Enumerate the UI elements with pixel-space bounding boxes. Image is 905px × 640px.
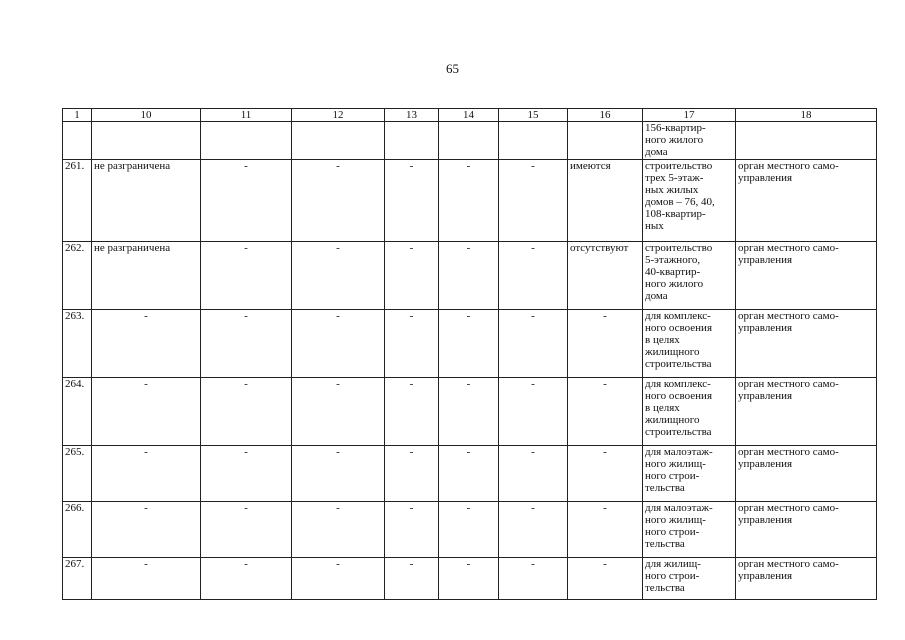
row-number: 261.	[63, 160, 92, 242]
cell-col-18	[736, 242, 877, 310]
cell-col-11: -	[201, 242, 292, 310]
column-header: 17	[643, 109, 736, 122]
cell-col-13: -	[385, 160, 439, 242]
cell-col-16	[568, 122, 643, 160]
cell-col-10: -	[92, 310, 201, 378]
cell-col-11: -	[201, 378, 292, 446]
cell-col-18	[736, 160, 877, 242]
cell-col-15: -	[499, 502, 568, 558]
table-row	[63, 242, 877, 310]
cell-col-15: -	[499, 446, 568, 502]
cell-col-10: -	[92, 446, 201, 502]
cell-col-17	[643, 378, 736, 446]
cell-col-16: -	[568, 558, 643, 600]
table-row	[63, 122, 877, 160]
cell-col-13: -	[385, 378, 439, 446]
cell-col-15: -	[499, 160, 568, 242]
cell-col-17-text: для малоэтаж- ного жилищ- ного строи- тельства	[645, 446, 713, 494]
page-number: 65	[446, 61, 459, 76]
cell-col-15: -	[499, 310, 568, 378]
cell-col-10	[92, 122, 201, 160]
header-row	[63, 109, 877, 122]
cell-col-17-text: для малоэтаж- ного жилищ- ного строи- тельства	[645, 502, 713, 550]
cell-col-13: -	[385, 310, 439, 378]
cell-col-11: -	[201, 558, 292, 600]
column-header: 15	[499, 109, 568, 122]
cell-col-12: -	[292, 502, 385, 558]
cell-col-18-text: орган местного само- управления	[738, 310, 839, 334]
cell-col-17-text: для комплекс- ного освоения в целях жилищного строительства	[645, 378, 712, 438]
row-number: 262.	[63, 242, 92, 310]
cell-col-18-text: орган местного само- управления	[738, 558, 839, 582]
column-header: 18	[736, 109, 877, 122]
cell-col-12: -	[292, 160, 385, 242]
cell-col-13: -	[385, 558, 439, 600]
cell-col-18	[736, 122, 877, 160]
cell-col-18	[736, 378, 877, 446]
table-row	[63, 446, 877, 502]
cell-col-15: -	[499, 558, 568, 600]
cell-col-15: -	[499, 378, 568, 446]
cell-col-16: -	[568, 446, 643, 502]
cell-col-18	[736, 502, 877, 558]
data-table	[62, 108, 877, 600]
cell-col-12: -	[292, 378, 385, 446]
cell-col-10: -	[92, 502, 201, 558]
cell-col-10: не разграничена	[92, 160, 201, 242]
cell-col-13	[385, 122, 439, 160]
cell-col-17	[643, 446, 736, 502]
cell-col-13: -	[385, 502, 439, 558]
cell-col-11: -	[201, 160, 292, 242]
cell-col-16: отсутствуют	[568, 242, 643, 310]
cell-col-15: -	[499, 242, 568, 310]
row-number	[63, 122, 92, 160]
cell-col-17-text: 156-квартир- ного жилого дома	[645, 122, 706, 158]
row-number: 263.	[63, 310, 92, 378]
cell-col-14	[439, 122, 499, 160]
cell-col-13: -	[385, 242, 439, 310]
cell-col-17	[643, 160, 736, 242]
cell-col-17-text: строительство 5-этажного, 40-квартир- ного жилого дома	[645, 242, 713, 302]
cell-col-17	[643, 242, 736, 310]
cell-col-17-text: для жилищ- ного строи- тельства	[645, 558, 701, 594]
column-header: 12	[292, 109, 385, 122]
cell-col-18-text: орган местного само- управления	[738, 446, 839, 470]
cell-col-17	[643, 310, 736, 378]
row-number: 264.	[63, 378, 92, 446]
table-row	[63, 310, 877, 378]
cell-col-13: -	[385, 446, 439, 502]
row-number: 265.	[63, 446, 92, 502]
cell-col-12: -	[292, 446, 385, 502]
cell-col-11: -	[201, 446, 292, 502]
cell-col-12: -	[292, 558, 385, 600]
column-header: 16	[568, 109, 643, 122]
cell-col-14: -	[439, 310, 499, 378]
cell-col-18-text: орган местного само- управления	[738, 160, 839, 184]
table-row	[63, 378, 877, 446]
cell-col-16: имеются	[568, 160, 643, 242]
cell-col-14: -	[439, 558, 499, 600]
column-header: 13	[385, 109, 439, 122]
column-header: 10	[92, 109, 201, 122]
row-number: 267.	[63, 558, 92, 600]
table-row	[63, 558, 877, 600]
cell-col-18	[736, 558, 877, 600]
table-row	[63, 160, 877, 242]
cell-col-17-text: строительство трех 5-этаж- ных жилых домов – 76, 40, 108-квартир- ных	[645, 160, 715, 232]
cell-col-14: -	[439, 242, 499, 310]
cell-col-16: -	[568, 310, 643, 378]
cell-col-18-text: орган местного само- управления	[738, 378, 839, 402]
cell-col-15	[499, 122, 568, 160]
cell-col-17	[643, 122, 736, 160]
cell-col-14: -	[439, 446, 499, 502]
cell-col-16: -	[568, 502, 643, 558]
cell-col-11	[201, 122, 292, 160]
table-row	[63, 502, 877, 558]
cell-col-18-text: орган местного само- управления	[738, 242, 839, 266]
cell-col-11: -	[201, 310, 292, 378]
cell-col-18	[736, 310, 877, 378]
row-number: 266.	[63, 502, 92, 558]
cell-col-18	[736, 446, 877, 502]
cell-col-12	[292, 122, 385, 160]
cell-col-10: -	[92, 378, 201, 446]
cell-col-17	[643, 558, 736, 600]
column-header: 1	[63, 109, 92, 122]
cell-col-10: -	[92, 558, 201, 600]
cell-col-17-text: для комплекс- ного освоения в целях жилищного строительства	[645, 310, 712, 370]
cell-col-14: -	[439, 160, 499, 242]
cell-col-17	[643, 502, 736, 558]
column-header: 14	[439, 109, 499, 122]
cell-col-12: -	[292, 242, 385, 310]
cell-col-10: не разграничена	[92, 242, 201, 310]
cell-col-16: -	[568, 378, 643, 446]
cell-col-14: -	[439, 502, 499, 558]
column-header: 11	[201, 109, 292, 122]
cell-col-14: -	[439, 378, 499, 446]
cell-col-18-text: орган местного само- управления	[738, 502, 839, 526]
cell-col-12: -	[292, 310, 385, 378]
cell-col-11: -	[201, 502, 292, 558]
